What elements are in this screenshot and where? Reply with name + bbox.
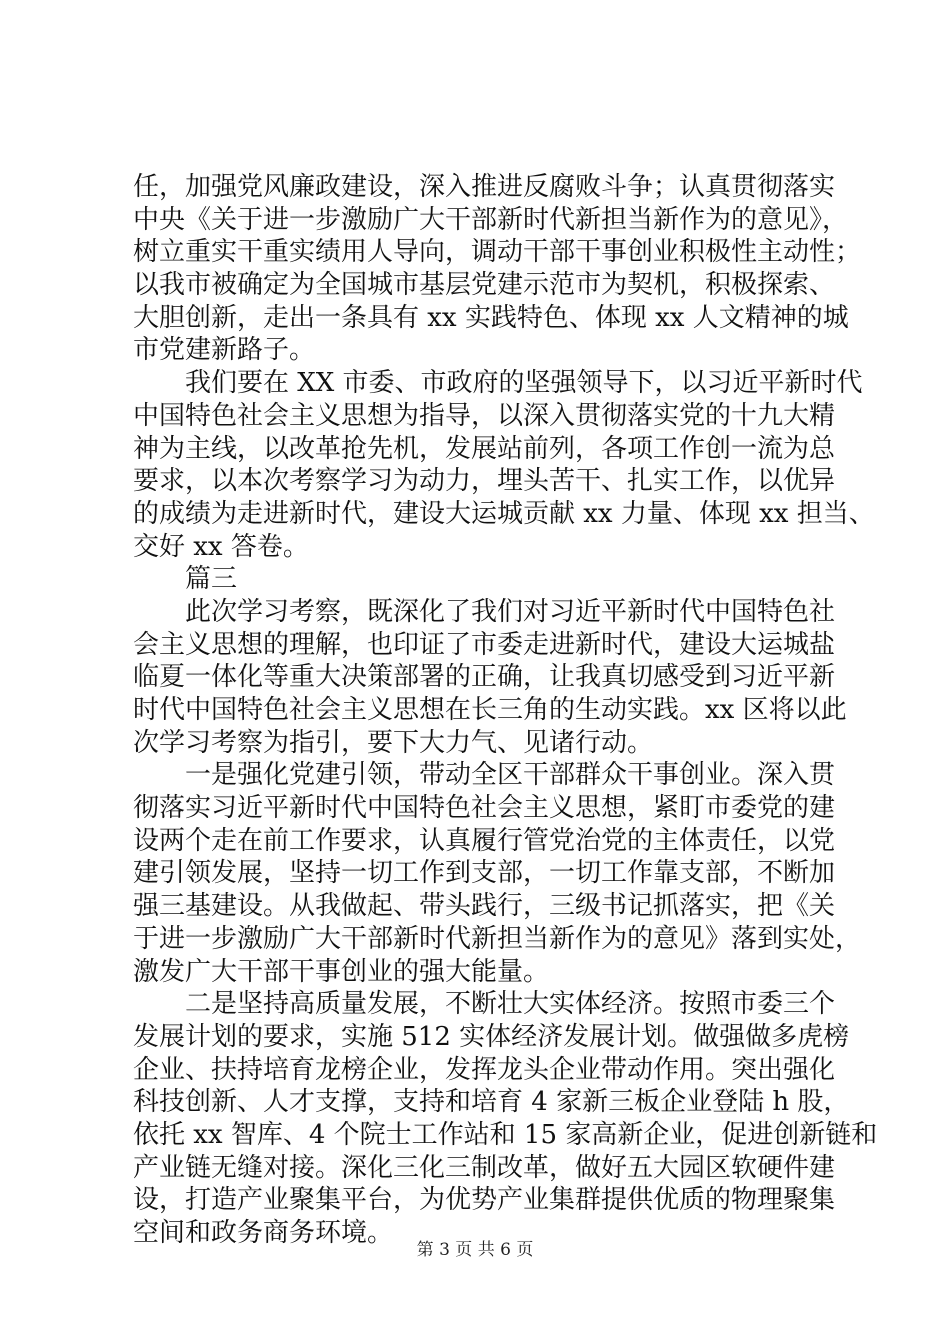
- text-line: 临夏一体化等重大决策部署的正确，让我真切感受到习近平新: [133, 662, 836, 693]
- text-line: 任，加强党风廉政建设，深入推进反腐败斗争；认真贯彻落实: [133, 172, 836, 202]
- text-line: 要求，以本次考察学习为动力，埋头苦干、扎实工作，以优异: [133, 466, 836, 497]
- text-line: 设两个走在前工作要求，认真履行管党治党的主体责任，以党: [133, 825, 836, 856]
- text-line: 的成绩为走进新时代，建设大运城贡献 xx 力量、体现 xx 担当、: [133, 498, 875, 529]
- text-line: 神为主线，以改革抢先机，发展站前列，各项工作创一流为总: [133, 433, 836, 464]
- text-line: 强三基建设。从我做起、带头践行，三级书记抓落实，把《关: [133, 891, 836, 922]
- text-line: 设，打造产业聚集平台，为优势产业集群提供优质的物理聚集: [133, 1185, 836, 1216]
- document-body: [133, 171, 878, 1250]
- text-line: 中国特色社会主义思想为指导，以深入贯彻落实党的十九大精: [133, 400, 836, 431]
- text-line: 此次学习考察，既深化了我们对习近平新时代中国特色社: [185, 596, 836, 627]
- text-line: 依托 xx 智库、4 个院士工作站和 15 家高新企业，促进创新链和: [133, 1119, 878, 1150]
- text-line: 二是坚持高质量发展，不断壮大实体经济。按照市委三个: [185, 989, 836, 1020]
- text-line: 建引领发展，坚持一切工作到支部，一切工作靠支部，不断加: [133, 858, 836, 889]
- text-line: 篇三: [185, 564, 238, 595]
- text-line: 企业、扶持培育龙榜企业，发挥龙头企业带动作用。突出强化: [133, 1054, 836, 1085]
- text-line: 激发广大干部干事创业的强大能量。: [133, 956, 550, 987]
- text-line: 树立重实干重实绩用人导向，调动干部干事创业积极性主动性；: [133, 237, 862, 268]
- text-line: 市党建新路子。: [133, 335, 316, 366]
- text-line: 次学习考察为指引，要下大力气、见诸行动。: [133, 727, 654, 758]
- text-line: 会主义思想的理解，也印证了市委走进新时代，建设大运城盐: [133, 629, 836, 660]
- text-line: 空间和政务商务环境。: [133, 1218, 394, 1248]
- text-line: 中央《关于进一步激励广大干部新时代新担当新作为的意见》，: [133, 204, 849, 235]
- text-line: 于进一步激励广大干部新时代新担当新作为的意见》落到实处，: [133, 923, 862, 954]
- page-footer: 第 3 页 共 6 页: [416, 1240, 534, 1260]
- text-line: 一是强化党建引领，带动全区干部群众干事创业。深入贯: [185, 760, 836, 791]
- text-line: 发展计划的要求，实施 512 实体经济发展计划。做强做多虎榜: [133, 1021, 850, 1052]
- text-line: 科技创新、人才支撑，支持和培育 4 家新三板企业登陆 h 股，: [133, 1087, 850, 1118]
- text-line: 大胆创新，走出一条具有 xx 实践特色、体现 xx 人文精神的城: [133, 302, 849, 333]
- text-line: 产业链无缝对接。深化三化三制改革，做好五大园区软硬件建: [133, 1152, 836, 1183]
- text-line: 时代中国特色社会主义思想在长三角的生动实践。xx 区将以此: [133, 695, 847, 725]
- text-line: 交好 xx 答卷。: [133, 531, 309, 562]
- text-line: 以我市被确定为全国城市基层党建示范市为契机，积极探索、: [133, 270, 836, 301]
- text-line: 彻落实习近平新时代中国特色社会主义思想，紧盯市委党的建: [133, 793, 836, 824]
- text-line: 我们要在 XX 市委、市政府的坚强领导下，以习近平新时代: [185, 368, 863, 399]
